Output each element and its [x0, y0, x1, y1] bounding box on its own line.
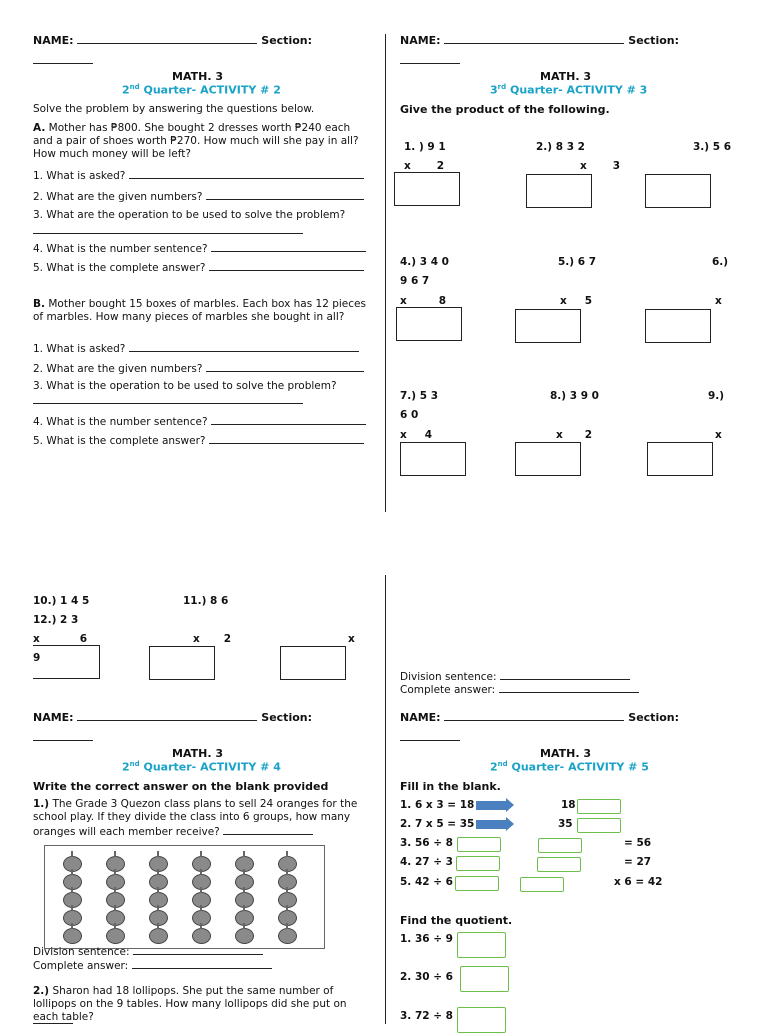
- subject-title-3: MATH. 3: [172, 747, 223, 760]
- product-item-10: 10.) 1 4 5: [33, 595, 90, 607]
- activity-3-instruction: Give the product of the following.: [400, 103, 610, 116]
- answer-box-8[interactable]: [515, 442, 581, 476]
- orange-icon: [235, 928, 254, 944]
- product-item-3: 3.) 5 6: [693, 141, 732, 153]
- fill-box-3b[interactable]: [538, 838, 582, 853]
- fill-box-5a[interactable]: [455, 876, 499, 891]
- orange-icon: [106, 928, 125, 944]
- name-blank[interactable]: [77, 33, 257, 44]
- fill-row-2: 2. 7 x 5 = 35: [400, 818, 475, 830]
- fill-box-1[interactable]: [577, 799, 621, 814]
- answer-box-1[interactable]: [394, 172, 460, 206]
- orange-icon: [63, 928, 82, 944]
- subject-title-4: MATH. 3: [540, 747, 591, 760]
- product-item-9: 9.): [708, 390, 725, 402]
- division-sentence-3: Division sentence:: [400, 669, 630, 683]
- problem-b: B. Mother bought 15 boxes of marbles. Each box has 12 pieces of marbles. How many pieces of marbles she bought in all?: [33, 298, 366, 323]
- b-q5: 5. What is the complete answer?: [33, 433, 364, 447]
- problem-a: A. Mother has ₱800. She bought 2 dresses worth ₱240 each and a pair of shoes worth ₱270. How much will she pay in all? How much money will be left?: [33, 122, 359, 160]
- product-item-5: 5.) 6 7: [558, 256, 597, 268]
- problem-4-1: 1.) The Grade 3 Quezon class plans to sell 24 oranges for the school play. If they divide the class into 6 groups, how many oranges will each member receive?: [33, 798, 358, 838]
- product-item-2: 2.) 8 3 2: [536, 141, 585, 153]
- quotient-box-3[interactable]: [457, 1007, 506, 1033]
- answer-box-3[interactable]: [645, 174, 711, 208]
- fill-row-3: 3. 56 ÷ 8: [400, 837, 453, 849]
- b-q3: 3. What is the operation to be used to solve the problem?: [33, 380, 337, 392]
- answer-box-4[interactable]: [396, 307, 462, 341]
- fill-box-4b[interactable]: [537, 857, 581, 872]
- answer-box-5[interactable]: [515, 309, 581, 343]
- subject-title-2: MATH. 3: [540, 70, 591, 83]
- quotient-1: 1. 36 ÷ 9: [400, 933, 453, 945]
- a-q4: 4. What is the number sentence?: [33, 241, 366, 255]
- b-q1: 1. What is asked?: [33, 341, 359, 355]
- activity-5-instruction: Fill in the blank.: [400, 780, 501, 793]
- fill-box-2[interactable]: [577, 818, 621, 833]
- product-item-8: 8.) 3 9 0: [550, 390, 599, 402]
- quotient-3: 3. 72 ÷ 8: [400, 1010, 453, 1022]
- division-sentence-4: Division sentence:: [33, 944, 263, 958]
- b-q2: 2. What are the given numbers?: [33, 361, 364, 375]
- answer-box-7[interactable]: [400, 442, 466, 476]
- quotient-2: 2. 30 ÷ 6: [400, 971, 453, 983]
- fill-row-4: 4. 27 ÷ 3: [400, 856, 453, 868]
- orange-icon: [278, 928, 297, 944]
- b-q4: 4. What is the number sentence?: [33, 414, 366, 428]
- quotient-box-1[interactable]: [457, 932, 506, 958]
- activity-3-title: 3rd Quarter- ACTIVITY # 3: [490, 83, 648, 97]
- a-q5: 5. What is the complete answer?: [33, 260, 364, 274]
- answer-box-9[interactable]: [647, 442, 713, 476]
- section-blank[interactable]: [33, 53, 93, 64]
- name-label-3: NAME: Section:: [33, 711, 313, 724]
- answer-box-2[interactable]: [526, 174, 592, 208]
- name-label-2: NAME: Section:: [400, 34, 680, 47]
- answer-box-10[interactable]: [33, 645, 100, 679]
- a-q2: 2. What are the given numbers?: [33, 189, 364, 203]
- fill-row-5: 5. 42 ÷ 6: [400, 876, 453, 888]
- column-divider-top: [385, 34, 386, 512]
- fill-box-3a[interactable]: [457, 837, 501, 852]
- arrow-right-icon: [476, 801, 506, 810]
- name-label-4: NAME: Section:: [400, 711, 680, 724]
- product-item-4: 4.) 3 4 0: [400, 256, 449, 268]
- complete-answer-3: Complete answer:: [400, 682, 639, 696]
- fill-box-4a[interactable]: [456, 856, 500, 871]
- column-divider-bottom: [385, 575, 386, 1024]
- orange-icon: [192, 928, 211, 944]
- fill-row-1: 1. 6 x 3 = 18: [400, 799, 475, 811]
- product-item-12: 12.) 2 3: [33, 614, 79, 626]
- arrow-right-icon: [476, 820, 506, 829]
- product-item-6: 6.): [712, 256, 729, 268]
- orange-icon: [149, 928, 168, 944]
- quotient-box-2[interactable]: [460, 966, 509, 992]
- quotient-title: Find the quotient.: [400, 914, 513, 927]
- fill-box-5b[interactable]: [520, 877, 564, 892]
- answer-box-11[interactable]: [149, 646, 215, 680]
- product-item-7: 7.) 5 3: [400, 390, 439, 402]
- product-item-11: 11.) 8 6: [183, 595, 229, 607]
- answer-box-12[interactable]: [280, 646, 346, 680]
- product-item-1: 1. ) 9 1: [404, 141, 446, 153]
- activity-4-title: 2nd Quarter- ACTIVITY # 4: [122, 760, 281, 774]
- name-label: NAME: Section:: [33, 34, 313, 47]
- activity-4-instruction: Write the correct answer on the blank provided: [33, 780, 329, 793]
- subject-title: MATH. 3: [172, 70, 223, 83]
- answer-box-6[interactable]: [645, 309, 711, 343]
- activity-2-title: 2nd Quarter- ACTIVITY # 2: [122, 83, 281, 97]
- problem-4-2: 2.) Sharon had 18 lollipops. She put the same number of lollipops on the 9 tables. How many lollipops did she put on each table?: [33, 985, 347, 1023]
- a-q3: 3. What are the operation to be used to solve the problem?: [33, 209, 346, 221]
- activity-5-title: 2nd Quarter- ACTIVITY # 5: [490, 760, 649, 774]
- a-q1: 1. What is asked?: [33, 168, 364, 182]
- complete-answer-4: Complete answer:: [33, 958, 272, 972]
- activity-2-instruction: Solve the problem by answering the questions below.: [33, 103, 315, 115]
